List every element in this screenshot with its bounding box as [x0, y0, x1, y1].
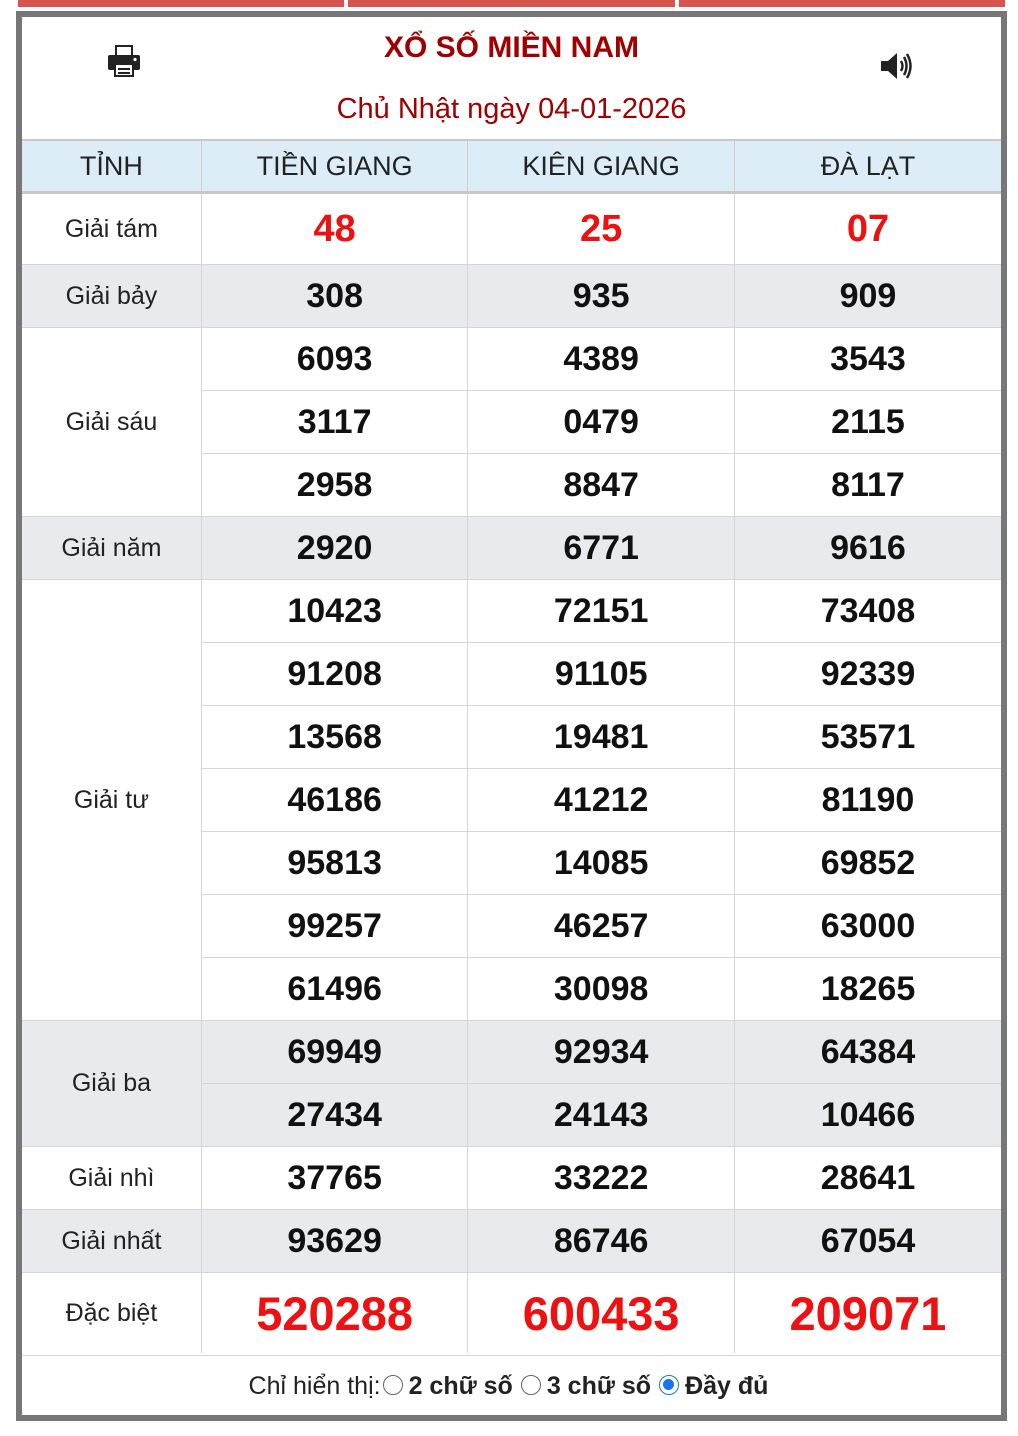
prize-number: 63000	[734, 895, 1001, 958]
prize-number: 69852	[734, 832, 1001, 895]
prize-label: Giải tám	[22, 193, 201, 265]
table-row	[22, 328, 1001, 391]
prize-number: 67054	[734, 1210, 1001, 1273]
prize-number: 19481	[468, 706, 735, 769]
prize-number: 41212	[468, 769, 735, 832]
prize-number: 10466	[734, 1084, 1001, 1147]
table-row	[22, 1273, 1001, 1354]
prize-number: 14085	[468, 832, 735, 895]
results-header	[22, 17, 1001, 139]
prize-label: Giải ba	[22, 1021, 201, 1147]
prize-number: 46186	[201, 769, 468, 832]
prize-label: Giải nhất	[22, 1210, 201, 1273]
table-row	[22, 193, 1001, 265]
table-row	[22, 1021, 1001, 1084]
results-table	[22, 139, 1001, 1353]
prize-number: 46257	[468, 895, 735, 958]
prize-number: 27434	[201, 1084, 468, 1147]
top-tab-2[interactable]	[348, 0, 675, 7]
option-full-label[interactable]: Đầy đủ	[685, 1372, 769, 1400]
option-3-digits-label[interactable]: 3 chữ số	[546, 1372, 652, 1400]
prize-number: 935	[468, 265, 735, 328]
top-tab-1[interactable]	[18, 0, 344, 7]
prize-number: 2115	[734, 391, 1001, 454]
display-options	[22, 1355, 1001, 1416]
radio-2-digits[interactable]	[383, 1375, 403, 1395]
prize-label: Giải bảy	[22, 265, 201, 328]
prize-number: 18265	[734, 958, 1001, 1021]
prize-number: 28641	[734, 1147, 1001, 1210]
prize-number: 33222	[468, 1147, 735, 1210]
page-title: XỔ SỐ MIỀN NAM	[383, 31, 639, 64]
prize-label: Giải nhì	[22, 1147, 201, 1210]
prize-number: 9616	[734, 517, 1001, 580]
prize-number: 53571	[734, 706, 1001, 769]
prize-number: 2958	[201, 454, 468, 517]
special-prize-number: 209071	[734, 1273, 1001, 1354]
prize-number: 308	[201, 265, 468, 328]
prize-number: 10423	[201, 580, 468, 643]
prize-number: 91208	[201, 643, 468, 706]
prize-number: 91105	[468, 643, 735, 706]
speaker-icon[interactable]	[878, 49, 914, 83]
header-province: TIỀN GIANG	[201, 140, 468, 193]
prize-label: Đặc biệt	[22, 1273, 201, 1354]
prize-number: 24143	[468, 1084, 735, 1147]
prize-number: 3543	[734, 328, 1001, 391]
prize-number: 95813	[201, 832, 468, 895]
prize-number: 37765	[201, 1147, 468, 1210]
header-province: ĐÀ LẠT	[734, 140, 1001, 193]
prize-number: 6771	[468, 517, 735, 580]
table-header-row	[22, 140, 1001, 193]
table-row	[22, 517, 1001, 580]
results-panel	[16, 11, 1007, 1421]
prize-number: 3117	[201, 391, 468, 454]
prize-number: 61496	[201, 958, 468, 1021]
header-province: KIÊN GIANG	[468, 140, 735, 193]
draw-date: Chủ Nhật ngày 04-01-2026	[336, 93, 687, 125]
prize-number: 69949	[201, 1021, 468, 1084]
prize-number: 99257	[201, 895, 468, 958]
prize-number: 4389	[468, 328, 735, 391]
prize-number: 64384	[734, 1021, 1001, 1084]
prize-number: 909	[734, 265, 1001, 328]
table-row	[22, 580, 1001, 643]
radio-3-digits[interactable]	[521, 1375, 541, 1395]
prize-number: 81190	[734, 769, 1001, 832]
prize-number: 25	[468, 193, 735, 265]
prize-label: Giải năm	[22, 517, 201, 580]
prize-number: 8847	[468, 454, 735, 517]
prize-number: 48	[201, 193, 468, 265]
table-row	[22, 1147, 1001, 1210]
prize-number: 92934	[468, 1021, 735, 1084]
radio-full[interactable]	[659, 1375, 679, 1395]
prize-number: 0479	[468, 391, 735, 454]
prize-number: 2920	[201, 517, 468, 580]
prize-number: 13568	[201, 706, 468, 769]
prize-number: 8117	[734, 454, 1001, 517]
special-prize-number: 600433	[468, 1273, 735, 1354]
prize-number: 93629	[201, 1210, 468, 1273]
prize-number: 6093	[201, 328, 468, 391]
prize-number: 73408	[734, 580, 1001, 643]
prize-number: 07	[734, 193, 1001, 265]
prize-number: 72151	[468, 580, 735, 643]
header-province-label: TỈNH	[22, 140, 201, 193]
prize-number: 30098	[468, 958, 735, 1021]
prize-number: 86746	[468, 1210, 735, 1273]
special-prize-number: 520288	[201, 1273, 468, 1354]
prize-label: Giải tư	[22, 580, 201, 1021]
display-options-label: Chỉ hiển thị:	[248, 1372, 381, 1400]
prize-number: 92339	[734, 643, 1001, 706]
top-tab-3[interactable]	[679, 0, 1005, 7]
table-row	[22, 265, 1001, 328]
prize-label: Giải sáu	[22, 328, 201, 517]
table-row	[22, 1210, 1001, 1273]
option-2-digits-label[interactable]: 2 chữ số	[408, 1372, 513, 1400]
